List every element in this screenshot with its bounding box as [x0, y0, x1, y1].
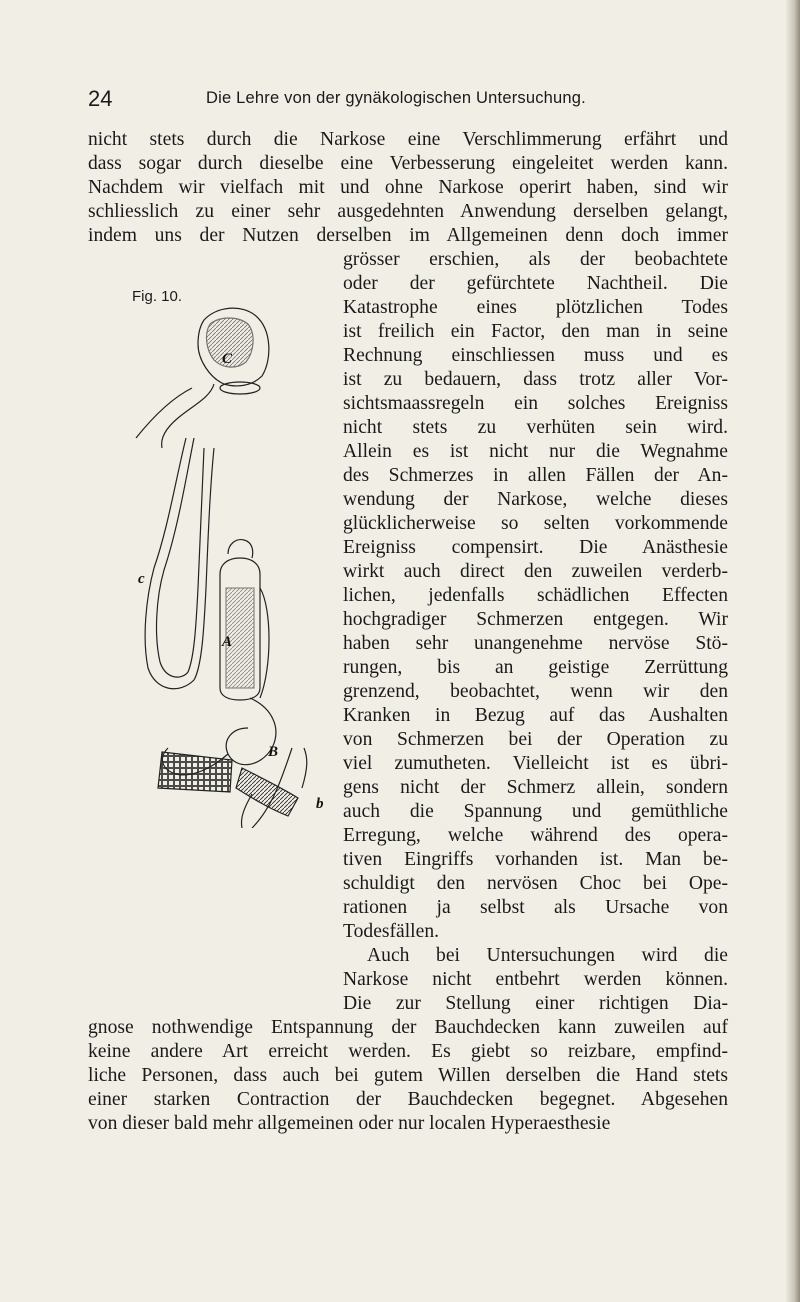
- text-line: Todesfällen.: [343, 921, 440, 942]
- text-line: glücklicherweise so selten vorkommende: [343, 513, 728, 534]
- figure-label: Fig. 10.: [132, 288, 183, 305]
- text-line: wirkt auch direct den zuweilen verderb-: [343, 561, 728, 582]
- text-line: oder der gefürchtete Nachtheil. Die: [343, 273, 728, 294]
- text-line: schuldigt den nervösen Choc bei Ope-: [343, 873, 728, 894]
- text-line: wendung der Narkose, welche dieses: [343, 489, 728, 510]
- figure-letter-a: A: [222, 634, 233, 650]
- text-line: nicht stets durch die Narkose eine Verschlimmerung erfährt und: [88, 129, 728, 150]
- text-line: des Schmerzes in allen Fällen der An-: [343, 465, 728, 486]
- running-head: Die Lehre von der gynäkologischen Untersuchung.: [206, 89, 586, 107]
- text-line: rationen ja selbst als Ursache von: [343, 897, 728, 918]
- text-line: ist zu bedauern, dass trotz aller Vor-: [343, 369, 728, 390]
- text-line: sichtsmaassregeln ein solches Ereigniss: [343, 393, 728, 414]
- text-line: von dieser bald mehr allgemeinen oder nur localen Hyperaesthesie: [88, 1113, 611, 1134]
- figure-letter-c-lower: c: [138, 571, 145, 587]
- text-line: gnose nothwendige Entspannung der Bauchdecken kann zuweilen auf: [88, 1017, 728, 1038]
- text-line: dass sogar durch dieselbe eine Verbesserung eingeleitet werden kann.: [88, 153, 728, 174]
- text-line: Narkose nicht entbehrt werden können.: [343, 969, 728, 990]
- text-line: hochgradiger Schmerzen entgegen. Wir: [343, 609, 728, 630]
- text-line: schliesslich zu einer sehr ausgedehnten Anwendung derselben gelangt,: [88, 201, 728, 222]
- anesthesia-apparatus-illustration: [132, 288, 337, 828]
- text-line: auch die Spannung und gemüthliche: [343, 801, 728, 822]
- text-line: Kranken in Bezug auf das Aushalten: [343, 705, 728, 726]
- page-header: [88, 86, 728, 112]
- page-number: 24: [88, 86, 113, 111]
- figure-letter-b-lower: b: [316, 796, 324, 812]
- text-line: lichen, jedenfalls schädlichen Effecten: [343, 585, 728, 606]
- text-line: indem uns der Nutzen derselben im Allgemeinen denn doch immer: [88, 225, 728, 246]
- text-line: Rechnung einschliessen muss und es: [343, 345, 728, 366]
- text-line: gens nicht der Schmerz allein, sondern: [343, 777, 728, 798]
- text-line: Nachdem wir vielfach mit und ohne Narkose operirt haben, sind wir: [88, 177, 728, 198]
- figure-10: [132, 288, 337, 828]
- text-line: Die zur Stellung einer richtigen Dia-: [343, 993, 728, 1014]
- text-line: Allein es ist nicht nur die Wegnahme: [343, 441, 728, 462]
- text-line: liche Personen, dass auch bei gutem Willen derselben die Hand stets: [88, 1065, 728, 1086]
- text-line: Ereigniss compensirt. Die Anästhesie: [343, 537, 728, 558]
- bellows-b: [158, 752, 232, 792]
- text-line: keine andere Art erreicht werden. Es giebt so reizbare, empfind-: [88, 1041, 728, 1062]
- text-line: rungen, bis an geistige Zerrüttung: [343, 657, 728, 678]
- text-line: tiven Eingriffs vorhanden ist. Man be-: [343, 849, 728, 870]
- text-line: haben sehr unangenehme nervöse Stö-: [343, 633, 728, 654]
- text-line: Katastrophe eines plötzlichen Todes: [343, 297, 728, 318]
- text-line: von Schmerzen bei der Operation zu: [343, 729, 728, 750]
- figure-letter-c-upper: C: [222, 351, 233, 367]
- text-line: grenzend, beobachtet, wenn wir den: [343, 681, 728, 702]
- text-line: Erregung, welche während des opera-: [343, 825, 728, 846]
- page-edge: [786, 0, 800, 1302]
- text-line: viel zumutheten. Vielleicht ist es übri-: [343, 753, 728, 774]
- figure-letter-b-upper: B: [268, 744, 279, 760]
- text-line: Auch bei Untersuchungen wird die: [367, 945, 728, 966]
- text-line: grösser erschien, als der beobachtete: [343, 249, 728, 270]
- text-line: nicht stets zu verhüten sein wird.: [343, 417, 728, 438]
- tube-c: [145, 438, 214, 689]
- text-line: ist freilich ein Factor, den man in seine: [343, 321, 728, 342]
- text-line: einer starken Contraction der Bauchdecken begegnet. Abgesehen: [88, 1089, 728, 1110]
